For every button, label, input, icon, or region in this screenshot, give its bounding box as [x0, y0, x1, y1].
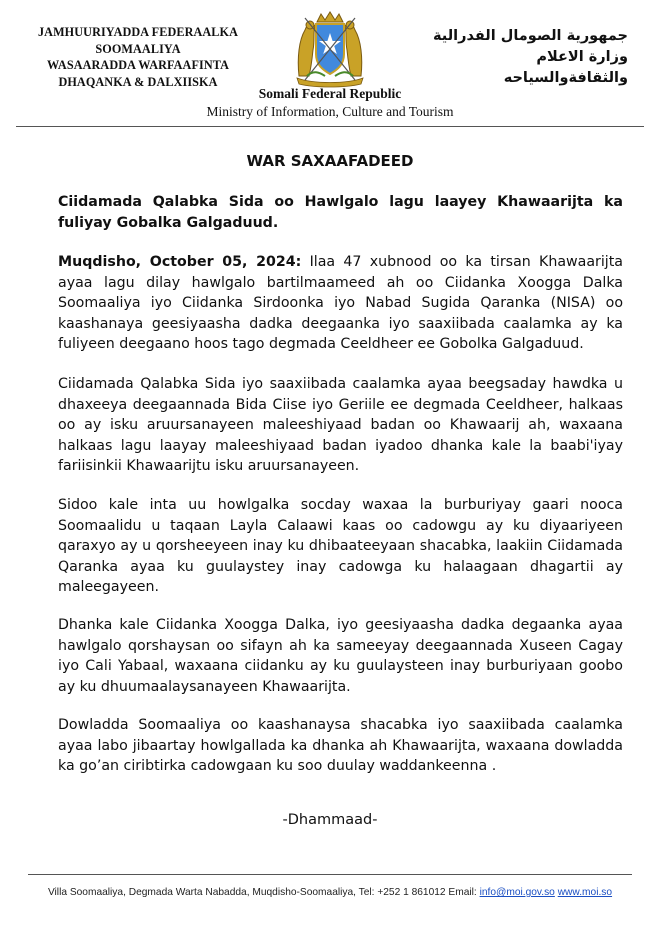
- paragraph-5: [58, 715, 623, 777]
- paragraph-text: Ilaa 47 xubnood oo ka tirsan Khawaarijta ayaa lagu dilay hawlgalo bartilmaameed ah oo Ciidanka Xoogga Dalka Soomaaliya iyo Ciidanka Sirdoonka iyo Nabad Sugida Qaranka (NISA) oo kaashanaya geesiyaasha dadka deegaanka iyo saaxiibada caalamka ay ka fuliyeen deegaano hoos tago degmada Ceeldheer ee Gobolka Galgaduud.: [58, 254, 623, 352]
- paragraph-4: [58, 615, 623, 697]
- footer: [0, 887, 660, 898]
- footer-email-link[interactable]: info@moi.gov.so: [479, 887, 555, 898]
- letterhead-somali-title: [18, 24, 258, 90]
- letterhead-left-line: DHAQANKA & DALXIISKA: [58, 74, 218, 89]
- republic-name: Somali Federal Republic: [258, 86, 402, 101]
- left-leopard-icon: [298, 24, 315, 76]
- ministry-name: Ministry of Information, Culture and Tourism: [206, 104, 454, 119]
- letterhead-arabic-title: [428, 26, 628, 89]
- letterhead-right-line: وزارة الاعلام: [536, 49, 628, 65]
- paragraph-text: Dowladda Soomaaliya oo kaashanaysa shacabka iyo saaxiibada caalamka ayaa labo jibaartay howlgallada ka dhanka ah Khawaarijta, waxaana dowladda ka go’an ciribtirka cadowgaan ku soo duulay waddankeenna .: [58, 717, 623, 774]
- footer-address: Villa Soomaaliya, Degmada Warta Nabadda, Muqdisho-Soomaaliya, Tel: +252 1 861012 Email:: [47, 887, 477, 898]
- press-headline: Ciidamada Qalabka Sida oo Hawlgalo lagu laayey Khawaarijta ka fuliyay Gobalka Galgaduud.: [58, 194, 623, 231]
- letterhead-left-line: WASAARADDA WARFAAFINTA: [47, 58, 229, 72]
- paragraph-text: Dhanka kale Ciidanka Xoogga Dalka, iyo geesiyaasha dadka degaanka ayaa hawlgalo qorshaysan oo sifayn ah ka sameeyay deegaannada Xuseen Cagay iyo Cali Yabaal, waxaana ciidanku ay ku guulaysteen inay burburiyaan goobo ay ku dhuumaalaysanayeen Khawaarijta.: [58, 617, 623, 695]
- letterhead-right-line: والثقافةوالسياحه: [503, 70, 628, 86]
- closing-mark: -Dhammaad-: [282, 812, 378, 828]
- right-leopard-icon: [345, 24, 362, 76]
- paragraph-text: Sidoo kale inta uu howlgalka socday waxaa la burburiyay gaari nooca Soomaalidu u taqaan Layla Calaawi kaas oo cadowgu ay ku diyaariyeen qaraxyo ay u qorsheeyeen inay ku dhibaateeyaan shacabka, laakiin Ciidamada Qaranka ayaa ku guulaystey inay cadowga ku halaagaan dhagartii ay maleegayeen.: [58, 497, 623, 595]
- letterhead-left-line: SOOMAALIYA: [95, 41, 181, 56]
- paragraph-2: [58, 374, 623, 477]
- footer-website-link[interactable]: www.moi.so: [557, 887, 613, 898]
- document-heading: WAR SAXAAFADEED: [246, 152, 414, 170]
- footer-divider: [28, 874, 632, 875]
- header-divider: [16, 126, 644, 127]
- letterhead-right-line: جمهورية الصومال الفدرالية: [432, 28, 628, 44]
- dateline: Muqdisho, October 05, 2024:: [58, 254, 302, 270]
- letterhead: [0, 0, 660, 130]
- paragraph-3: [58, 495, 623, 598]
- crown-icon: [317, 12, 343, 22]
- letterhead-left-line: JAMHUURIYADDA FEDERAALKA: [37, 25, 238, 39]
- paragraph-1: [58, 252, 623, 355]
- somalia-coat-of-arms-emblem: [285, 10, 375, 88]
- paragraph-text: Ciidamada Qalabka Sida iyo saaxiibada caalamka ayaa beegsaday hawdka u dhaxeeya deegaannada Bida Ciise iyo Geriile ee degmada Ceeldheer, halkaas oo ay isku aruursanayeen maleeshiyaad badan oo Khawaarij ah, waxaana halkaas lagu laayay maleeshiyaad badan iyadoo dhanka kale la baabi'iyay fariisinkii Khawaarijtu isku aruursanayeen.: [58, 376, 623, 474]
